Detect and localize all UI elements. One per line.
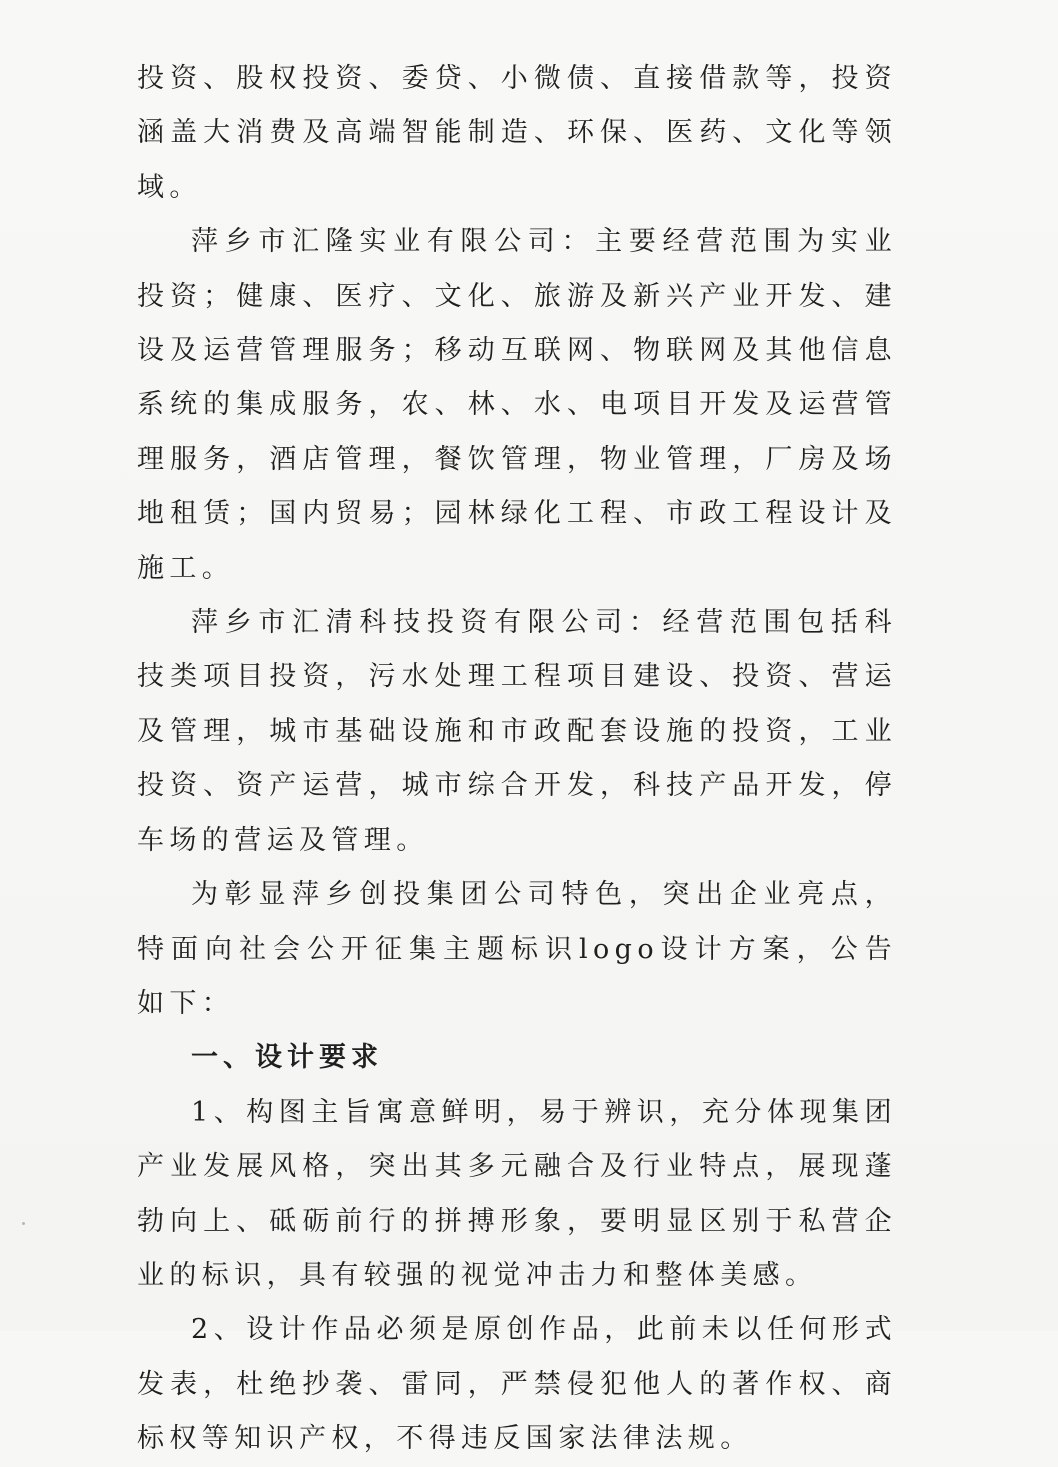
paragraph-announcement: 为彰显萍乡创投集团公司特色，突出企业亮点，特面向社会公开征集主题标识logo设计方案，公告如下：	[137, 879, 897, 1019]
document-body	[137, 52, 897, 1467]
paragraph-huilong-company: 萍乡市汇隆实业有限公司：主要经营范围为实业投资；健康、医疗、文化、旅游及新兴产业开发、建设及运营管理服务；移动互联网、物联网及其他信息系统的集成服务，农、林、水、电项目开发及运营管理服务，酒店管理，餐饮管理，物业管理，厂房及场地租赁；国内贸易；园林绿化工程、市政工程设计及施工。	[137, 226, 897, 584]
scan-speck	[22, 1222, 25, 1225]
requirement-item-1: 1、构图主旨寓意鲜明，易于辨识，充分体现集团产业发展风格，突出其多元融合及行业特点，展现蓬勃向上、砥砺前行的拼搏形象，要明显区别于私营企业的标识，具有较强的视觉冲击力和整体美感。	[137, 1096, 897, 1291]
paragraph-huiqing-company: 萍乡市汇清科技投资有限公司：经营范围包括科技类项目投资，污水处理工程项目建设、投资、营运及管理，城市基础设施和市政配套设施的投资，工业投资、资产运营，城市综合开发，科技产品开发，停车场的营运及管理。	[137, 607, 897, 856]
paragraph-investment-scope: 投资、股权投资、委贷、小微债、直接借款等，投资涵盖大消费及高端智能制造、环保、医药、文化等领域。	[137, 63, 897, 203]
section-heading-design-requirements: 一、设计要求	[191, 1042, 383, 1074]
requirement-item-2: 2、设计作品必须是原创作品，此前未以任何形式发表，杜绝抄袭、雷同，严禁侵犯他人的著作权、商标权等知识产权，不得违反国家法律法规。	[137, 1314, 897, 1455]
